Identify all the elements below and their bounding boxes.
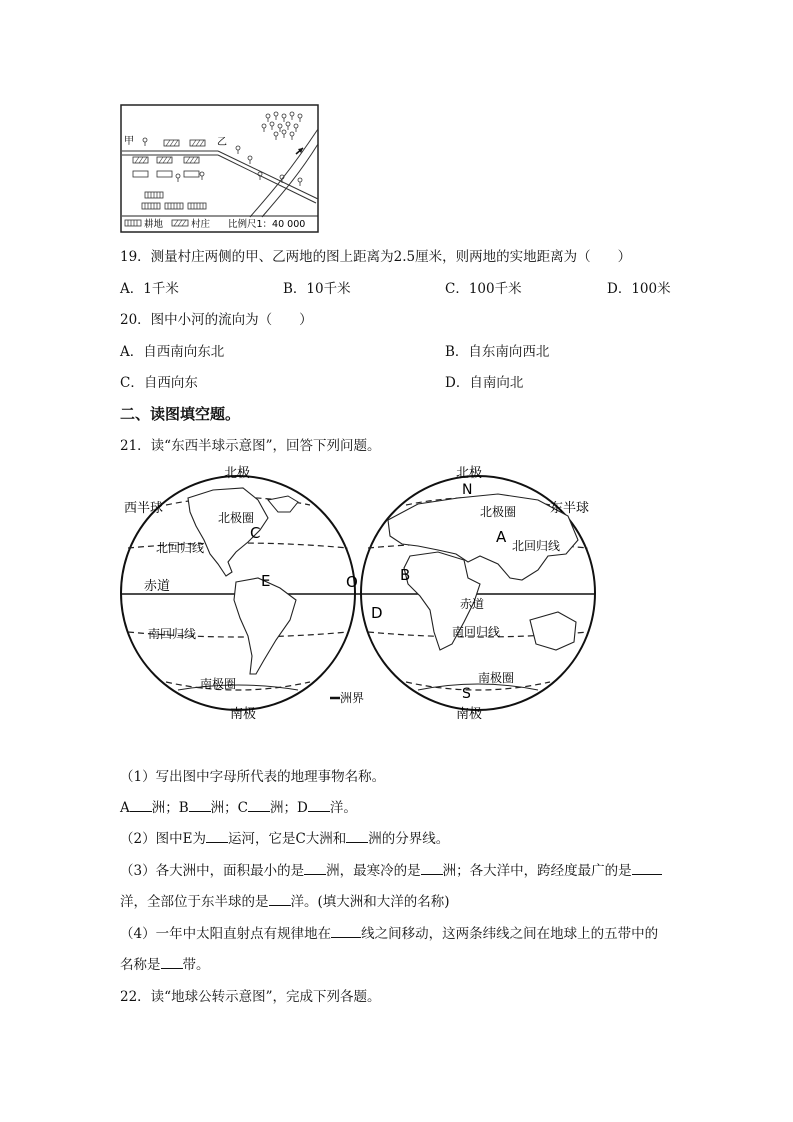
letter-b: B bbox=[400, 566, 411, 584]
q19-option-a[interactable]: A．1千米 bbox=[120, 281, 179, 297]
blank-smallest-continent[interactable] bbox=[304, 862, 326, 875]
q20-option-a[interactable]: A．自西南向东北 bbox=[120, 344, 225, 360]
blank-a[interactable] bbox=[130, 799, 152, 812]
letter-e: E bbox=[261, 572, 271, 590]
q20-option-c[interactable]: C．自西向东 bbox=[120, 375, 198, 391]
q19-stem: 19．测量村庄两侧的甲、乙两地的图上距离为2.5厘米，则两地的实地距离为（ ） bbox=[120, 249, 632, 265]
blank-coldest-continent[interactable] bbox=[421, 862, 443, 875]
q19-option-d[interactable]: D．100米 bbox=[607, 281, 671, 297]
australia-shape bbox=[530, 612, 576, 650]
village-map bbox=[120, 104, 320, 234]
legend-village: 村庄 bbox=[191, 219, 211, 230]
q21-part1: （1）写出图中字母所代表的地理事物名称。 bbox=[120, 769, 386, 785]
letter-d: D bbox=[371, 604, 383, 622]
section-title: 二、读图填空题。 bbox=[120, 405, 241, 423]
label-west-hemisphere: 西半球 bbox=[124, 501, 164, 516]
blank-boundary-continent[interactable] bbox=[346, 830, 368, 843]
label-south-pole-west: 南极 bbox=[230, 707, 257, 722]
q20-stem: 20．图中小河的流向为（ ） bbox=[120, 312, 313, 328]
blank-b[interactable] bbox=[189, 799, 211, 812]
map-frame bbox=[121, 105, 318, 232]
blank-e-canal[interactable] bbox=[206, 830, 228, 843]
q22-stem: 22．读“地球公转示意图”，完成下列各题。 bbox=[120, 989, 381, 1005]
q19-option-b[interactable]: B．10千米 bbox=[283, 281, 351, 297]
letter-o: O bbox=[346, 573, 358, 591]
q20-option-d[interactable]: D．自南向北 bbox=[445, 375, 524, 391]
label-jia: 甲 bbox=[124, 136, 134, 147]
label-tropic-cancer-west: 北回归线 bbox=[156, 541, 205, 555]
q21-part3-line2: 洋，全部位于东半球的是 洋。(填大洲和大洋的名称) bbox=[120, 894, 450, 910]
q21-part3-line1: （3）各大洲中，面积最小的是 洲，最寒冷的是 洲；各大洋中，跨经度最广的是 bbox=[120, 862, 662, 880]
letter-n: N bbox=[462, 482, 473, 498]
blank-tropic-lines[interactable] bbox=[331, 925, 361, 938]
label-north-pole-east: 北极 bbox=[456, 466, 483, 481]
label-equator-west: 赤道 bbox=[144, 579, 171, 594]
legend-farmland: 耕地 bbox=[144, 219, 164, 230]
hemisphere-map bbox=[118, 460, 608, 722]
q20-option-b[interactable]: B．自东南向西北 bbox=[445, 344, 550, 360]
label-antarctic-west: 南极圈 bbox=[200, 677, 237, 691]
label-tropic-capricorn-west: 南回归线 bbox=[148, 627, 197, 641]
q21-part4-line2: 名称是 带。 bbox=[120, 957, 210, 973]
q21-part1-blanks: A 洲；B 洲；C 洲；D 洋。 bbox=[120, 800, 357, 816]
blank-widest-ocean[interactable] bbox=[632, 862, 662, 875]
label-south-pole-east: 南极 bbox=[456, 707, 483, 722]
q21-stem: 21．读“东西半球示意图”，回答下列问题。 bbox=[120, 438, 381, 454]
label-antarctic-east: 南极圈 bbox=[478, 671, 515, 685]
label-east-hemisphere: 东半球 bbox=[550, 501, 590, 516]
blank-d[interactable] bbox=[308, 799, 330, 812]
label-equator-east: 赤道 bbox=[460, 597, 485, 611]
label-arctic-east: 北极圈 bbox=[480, 505, 517, 519]
label-tropic-capricorn-east: 南回归线 bbox=[452, 625, 501, 639]
letter-s: S bbox=[462, 686, 471, 702]
q21-part4-line1: （4）一年中太阳直射点有规律地在 线之间移动，这两条纬线之间在地球上的五带中的 bbox=[120, 926, 659, 942]
blank-zone-name[interactable] bbox=[161, 956, 183, 969]
letter-c: C bbox=[250, 524, 261, 542]
q21-part2: （2）图中E为 运河，它是C大洲和 洲的分界线。 bbox=[120, 831, 450, 847]
blank-c[interactable] bbox=[248, 799, 270, 812]
q19-option-c[interactable]: C．100千米 bbox=[445, 281, 522, 297]
legend-scale: 比例尺1：40 000 bbox=[228, 219, 306, 230]
label-yi: 乙 bbox=[217, 137, 227, 148]
label-continent-boundary: 洲界 bbox=[340, 691, 365, 705]
label-north-pole-west: 北极 bbox=[224, 466, 251, 481]
letter-a: A bbox=[496, 528, 507, 546]
label-arctic-west: 北极圈 bbox=[218, 511, 255, 525]
legend-farmland-swatch bbox=[125, 220, 141, 226]
blank-eastern-ocean[interactable] bbox=[269, 893, 291, 906]
label-tropic-cancer-east: 北回归线 bbox=[512, 539, 561, 553]
